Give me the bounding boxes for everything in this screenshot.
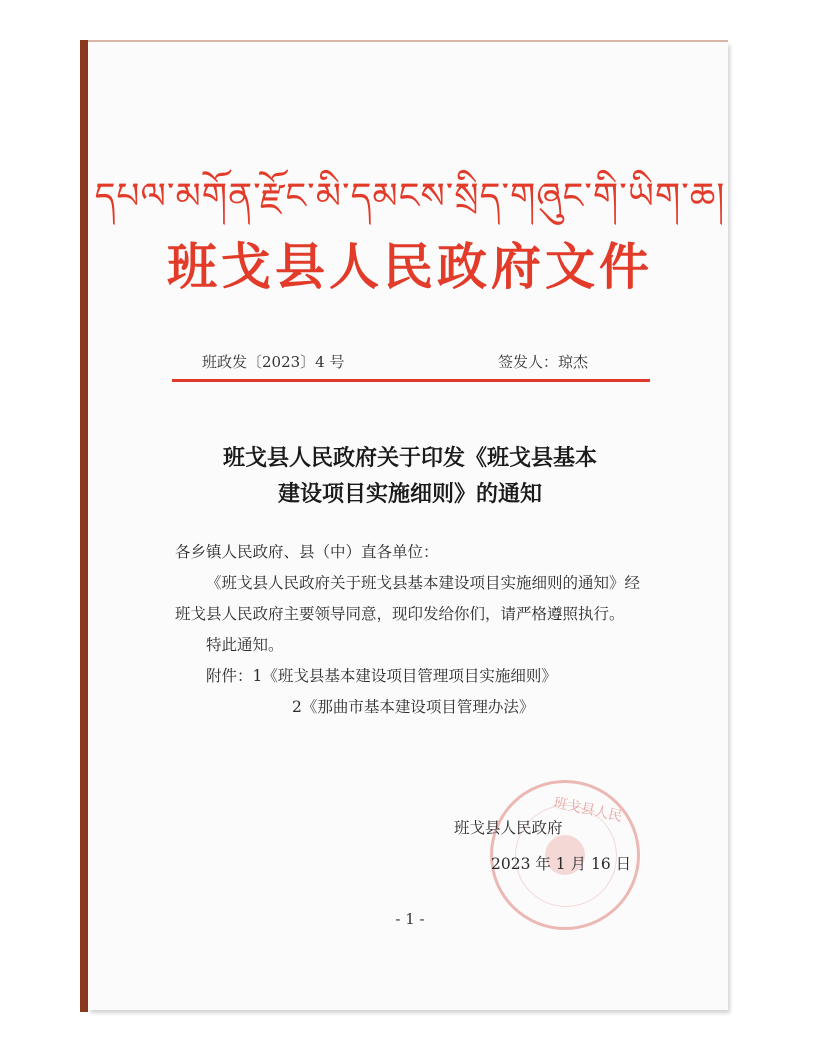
paper-edge-left — [80, 40, 88, 1012]
document-number: 班政发〔2023〕4 号 — [202, 353, 345, 371]
notice-title-line-2: 建设项目实施细则》的通知 — [277, 481, 542, 507]
attachment-2: 2《那曲市基本建设项目管理办法》 — [292, 698, 535, 716]
salutation: 各乡镇人民政府、县（中）直各单位： — [175, 543, 439, 561]
tibetan-title: དཔལ་མགོན་རྫོང་མི་དམངས་སྲིད་གཞུང་གི་ཡིག་ཆ། — [94, 176, 726, 217]
attachment-1: 附件：1《班戈县基本建设项目管理项目实施细则》 — [206, 667, 557, 685]
signer: 签发人：琼杰 — [498, 353, 589, 371]
body-paragraph: 《班戈县人民政府关于班戈县基本建设项目实施细则的通知》经班戈县人民政府主要领导同意，现印发给你们，请严格遵照执行。 — [175, 574, 641, 623]
page-number: - 1 - — [395, 910, 425, 928]
notice-body — [175, 537, 645, 723]
red-divider-rule — [172, 379, 650, 382]
notice-title-line-1: 班戈县人民政府关于印发《班戈县基本 — [222, 445, 597, 471]
document-banner-title: 班戈县人民政府文件 — [167, 237, 653, 296]
seal-text: 班戈县人民 — [551, 794, 624, 826]
issuing-authority: 班戈县人民政府 — [454, 819, 563, 837]
notice-title — [180, 440, 640, 512]
closing-line: 特此通知。 — [206, 636, 284, 654]
issue-date: 2023 年 1 月 16 日 — [491, 855, 632, 873]
